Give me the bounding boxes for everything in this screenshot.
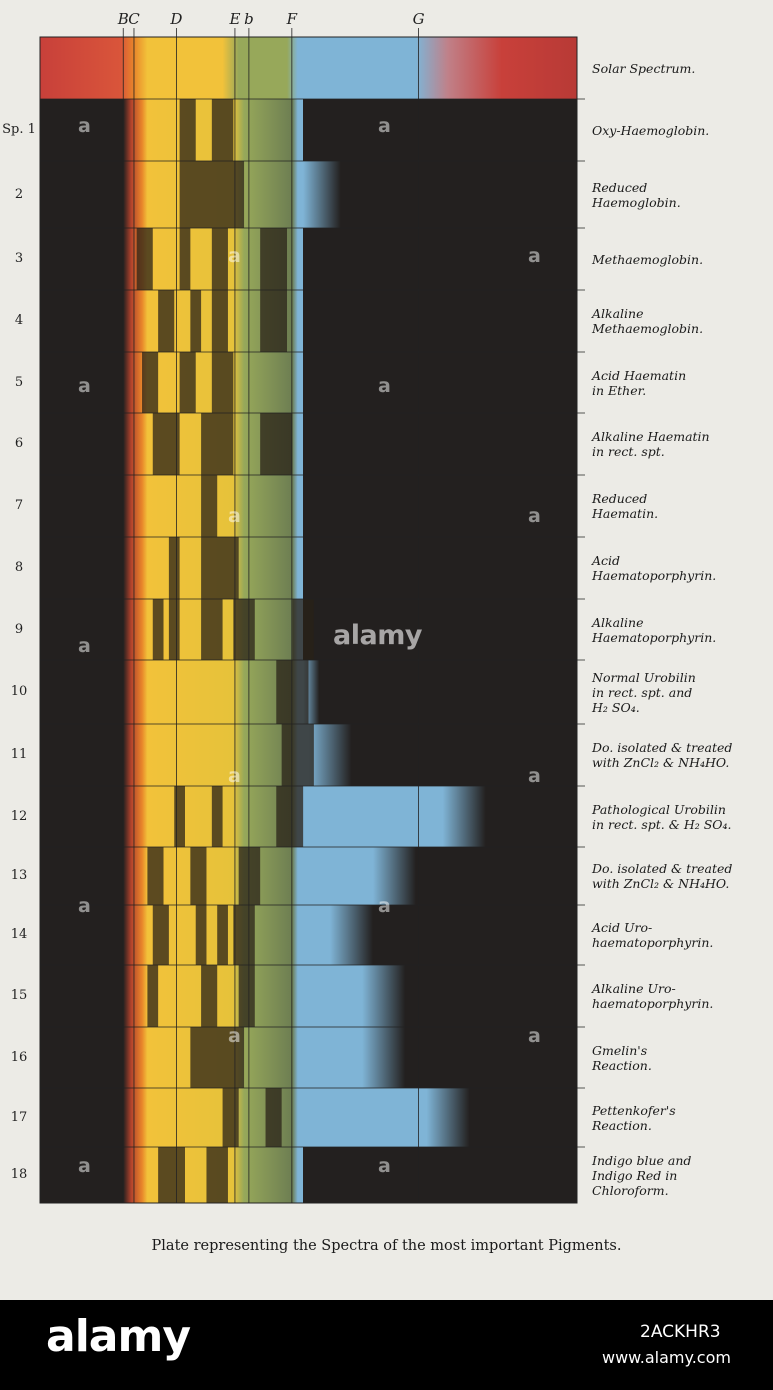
plate-caption: Plate representing the Spectra of the most important Pigments. <box>151 1238 622 1254</box>
spectral-line-label: G <box>412 10 425 28</box>
absorption-band <box>212 228 228 290</box>
pigment-name: Gmelin's Reaction. <box>592 1042 652 1073</box>
absorption-band <box>276 786 303 847</box>
pigment-name: Alkaline Haematoporphyrin. <box>592 614 717 645</box>
absorption-band <box>180 99 196 161</box>
alamy-logo: alamy <box>46 1311 190 1362</box>
spectral-line-label: F <box>286 10 298 28</box>
absorption-band <box>153 413 180 475</box>
absorption-band <box>180 228 191 290</box>
spectrum-number: 9 <box>14 621 24 637</box>
spectrum-number: 11 <box>10 747 28 762</box>
absorption-band <box>201 475 217 537</box>
absorption-band <box>153 599 164 660</box>
spectral-line-label: B <box>117 10 129 28</box>
spectrum-number: 10 <box>10 684 28 699</box>
absorption-band <box>212 352 233 413</box>
spectrum-row-colors <box>40 413 577 475</box>
absorption-band <box>233 599 254 660</box>
pigment-name: Alkaline Methaemoglobin. <box>592 306 704 336</box>
spectrum-number: 5 <box>14 374 24 390</box>
spectral-line-label: D <box>170 10 183 28</box>
pigment-name: Alkaline Haematin in rect. spt. <box>592 429 710 459</box>
absorption-band <box>217 905 228 965</box>
absorption-band <box>137 228 153 290</box>
absorption-band <box>212 786 223 847</box>
absorption-band <box>147 847 163 905</box>
absorption-band <box>153 905 169 965</box>
watermark-letter: a <box>528 505 541 527</box>
absorption-band <box>260 228 287 290</box>
watermark-letter: a <box>78 115 91 137</box>
absorption-band <box>158 290 174 352</box>
pigment-name: Do. isolated & treated with ZnCl₂ & NH₄HO. <box>592 861 733 891</box>
pigment-name: Indigo blue and Indigo Red in Chloroform. <box>592 1152 692 1198</box>
watermark-letter: a <box>228 765 241 787</box>
spectrum-number: 2 <box>14 186 24 202</box>
absorption-band <box>180 161 244 228</box>
watermark-letter: a <box>78 1155 91 1177</box>
spectrum-row-colors <box>40 847 577 905</box>
absorption-band <box>190 847 206 905</box>
absorption-band <box>169 537 180 599</box>
watermark-letter: a <box>378 895 391 917</box>
absorption-band <box>260 290 287 352</box>
spectrum-number: 14 <box>10 927 28 942</box>
spectrum-number: 8 <box>14 560 24 575</box>
absorption-band <box>147 965 158 1027</box>
spectrum-row-colors <box>40 537 577 599</box>
spectrum-row-colors <box>40 352 577 413</box>
pigment-name: Alkaline Uro- haematoporphyrin. <box>592 981 714 1011</box>
absorption-band <box>223 1088 239 1147</box>
absorption-band <box>190 290 201 352</box>
absorption-band <box>201 599 222 660</box>
absorption-band <box>201 537 239 599</box>
spectral-line-label: C <box>128 10 140 28</box>
absorption-band <box>292 599 313 660</box>
spectrum-row-colors <box>40 905 577 965</box>
absorption-band <box>266 1088 282 1147</box>
pigment-name: Reduced Haematin. <box>592 491 659 521</box>
absorption-band <box>174 786 185 847</box>
spectrum-row-colors <box>40 290 577 352</box>
spectrum-row-colors <box>40 1147 577 1203</box>
pigment-name: Reduced Haemoglobin. <box>592 179 681 210</box>
spectrum-row-colors <box>40 99 577 161</box>
watermark-letter: a <box>378 375 391 397</box>
watermark-letter: a <box>78 375 91 397</box>
absorption-band <box>201 965 217 1027</box>
watermark-letter: a <box>228 245 241 267</box>
absorption-band <box>239 965 255 1027</box>
spectrum-number: 18 <box>10 1167 28 1182</box>
pigment-name: Normal Urobilin in rect. spt. and H₂ SO₄. <box>592 669 696 715</box>
absorption-band <box>206 1147 227 1203</box>
spectrum-number: 15 <box>10 988 28 1003</box>
absorption-band <box>201 413 233 475</box>
watermark-letter: a <box>78 895 91 917</box>
pigment-name: Oxy-Haemoglobin. <box>592 122 710 138</box>
absorption-band <box>276 660 308 724</box>
absorption-band <box>260 413 292 475</box>
spectrum-number: Sp. 1 <box>2 122 36 137</box>
spectrum-row-colors <box>40 161 577 228</box>
absorption-band <box>180 352 196 413</box>
absorption-band <box>142 352 158 413</box>
spectral-line-label: b <box>244 10 254 28</box>
absorption-band <box>282 724 314 786</box>
absorption-band <box>158 1147 185 1203</box>
pigment-name: Acid Uro- haematoporphyrin. <box>592 920 714 950</box>
watermark-letter: a <box>228 505 241 527</box>
spectral-line-label: E <box>229 10 241 28</box>
absorption-band <box>212 99 233 161</box>
pigment-name: Acid Haematin in Ether. <box>592 367 687 398</box>
spectrum-number: 6 <box>14 436 24 451</box>
footer-bar <box>0 1300 773 1390</box>
pigment-name: Pettenkofer's Reaction. <box>592 1102 676 1133</box>
spectrum-number: 7 <box>14 498 24 513</box>
watermark-logo: alamy <box>333 620 422 651</box>
spectrum-row-colors <box>40 475 577 537</box>
spectrum-number: 4 <box>14 313 24 328</box>
watermark-letter: a <box>78 635 91 657</box>
spectrum-row-colors <box>40 228 577 290</box>
spectrum-row-colors <box>40 1088 577 1147</box>
spectrum-row-colors <box>40 965 577 1027</box>
absorption-band <box>196 905 207 965</box>
spectrum-row-colors <box>40 786 577 847</box>
watermark-letter: a <box>528 765 541 787</box>
watermark-letter: a <box>528 1025 541 1047</box>
spectrum-number: 3 <box>14 251 24 266</box>
pigment-name: Pathological Urobilin in rect. spt. & H₂ SO₄. <box>592 801 732 832</box>
watermark-letter: a <box>528 245 541 267</box>
spectrum-number: 12 <box>10 808 28 824</box>
footer-url: www.alamy.com <box>602 1348 731 1367</box>
absorption-band <box>233 905 254 965</box>
spectrum-number: 17 <box>10 1109 28 1125</box>
absorption-band <box>212 290 228 352</box>
pigment-name: Do. isolated & treated with ZnCl₂ & NH₄HO. <box>592 740 733 770</box>
pigment-name: Methaemoglobin. <box>592 251 704 267</box>
watermark-letter: a <box>378 115 391 137</box>
spectrum-number: 16 <box>10 1049 28 1065</box>
watermark-letter: a <box>228 1025 241 1047</box>
pigment-name: Solar Spectrum. <box>592 60 696 76</box>
image-id: 2ACKHR3 <box>640 1322 721 1342</box>
solar-spectrum-strip <box>40 37 577 99</box>
spectrum-number: 13 <box>10 868 28 883</box>
pigment-name: Acid Haematoporphyrin. <box>592 553 717 583</box>
absorption-band <box>169 599 180 660</box>
spectrum-row-colors <box>40 1027 577 1088</box>
absorption-band <box>239 847 260 905</box>
watermark-letter: a <box>378 1155 391 1177</box>
